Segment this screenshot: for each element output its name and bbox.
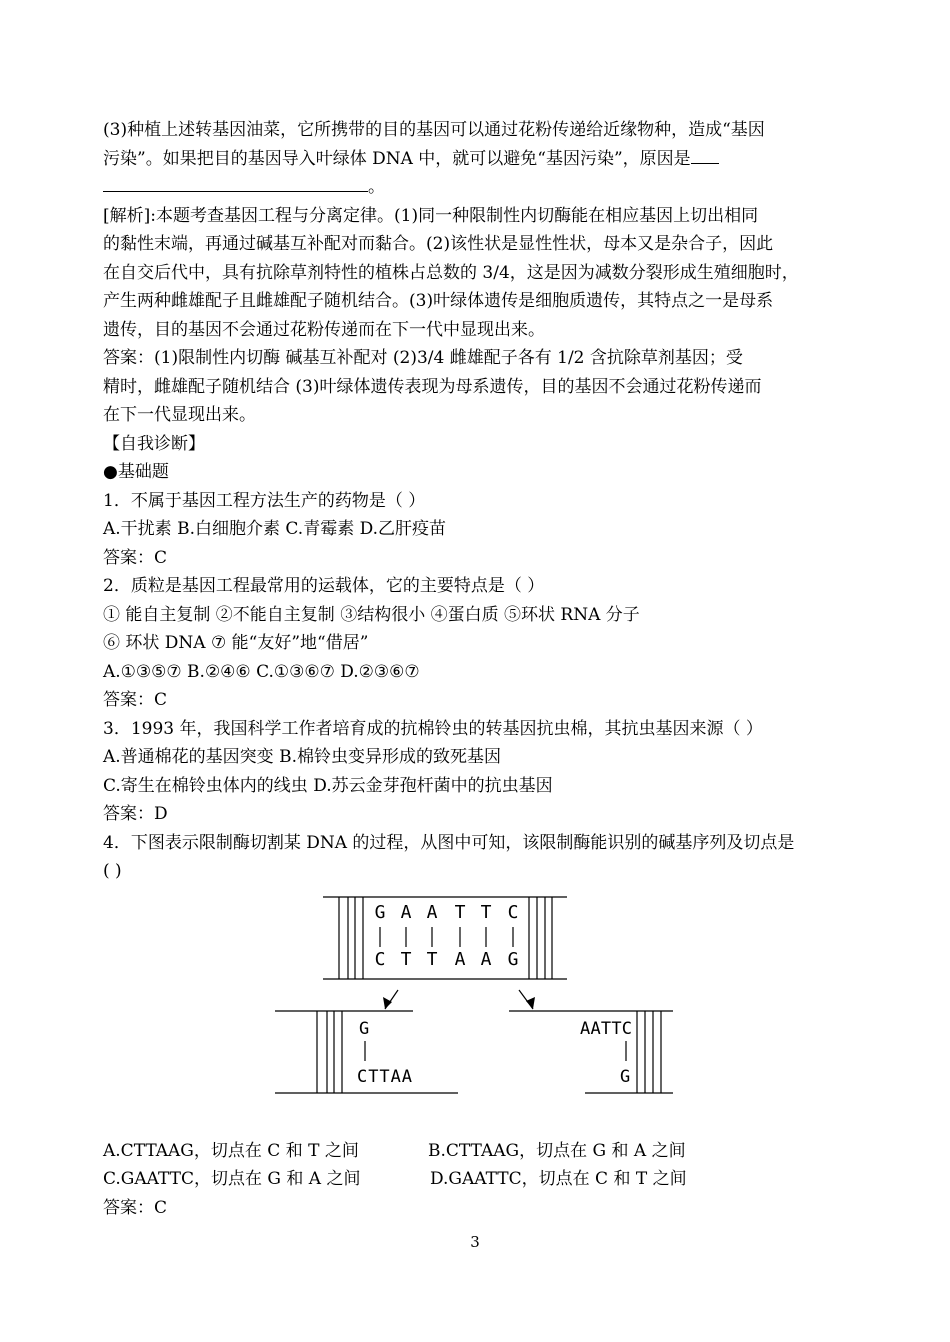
right-arrow-head <box>526 997 535 1009</box>
analysis-line-2: 的黏性末端，再通过碱基互补配对而黏合。(2)该性状是显性性状，母本又是杂合子，因此 <box>103 234 774 254</box>
question-4-option-d-wrap <box>430 1165 687 1194</box>
q3-line-2-text: 污染”。如果把目的基因导入叶绿体 DNA 中，就可以避免“基因污染”，原因是 <box>103 148 691 169</box>
question-2-items-2: ⑥ 环状 DNA ⑦ 能“友好”地“借居” <box>103 633 369 653</box>
question-2-options: A.①③⑤⑦ B.②④⑥ C.①③⑥⑦ D.②③⑥⑦ <box>103 661 420 682</box>
left-fragment-bottom: CTTAA <box>357 1067 412 1087</box>
question-3-stem: 3．1993 年，我国科学工作者培育成的抗棉铃虫的转基因抗虫棉，其抗虫基因来源（ ） <box>103 718 763 739</box>
q3-line-2 <box>103 145 863 174</box>
top-base-2: A <box>400 902 412 923</box>
right-fragment-top: AATTC <box>580 1019 632 1039</box>
bottom-base-6: G <box>507 949 519 970</box>
question-2-items-1: ① 能自主复制 ②不能自主复制 ③结构很小 ④蛋白质 ⑤环状 RNA 分子 <box>103 604 640 625</box>
answer-blank-2 <box>103 173 368 192</box>
question-3-options-1: A.普通棉花的基因突变 B.棉铃虫变异形成的致死基因 <box>103 747 501 767</box>
restriction-enzyme-figure <box>275 893 675 1102</box>
question-3-answer: 答案：D <box>103 804 168 824</box>
question-4-stem: 4．下图表示限制酶切割某 DNA 的过程，从图中可知，该限制酶能识别的碱基序列及切点是 <box>103 832 795 853</box>
answer-line-1: 答案：(1)限制性内切酶 碱基互补配对 (2)3/4 雌雄配子各有 1/2 含抗除草剂基因；受 <box>103 348 743 368</box>
question-1-options: A.干扰素 B.白细胞介素 C.青霉素 D.乙肝疫苗 <box>103 519 447 539</box>
question-1-stem: 1．不属于基因工程方法生产的药物是（ ） <box>103 490 426 511</box>
right-fragment-bottom: G <box>620 1067 631 1087</box>
left-arrow-head <box>383 997 392 1009</box>
dna-cut-diagram <box>275 893 675 1098</box>
bottom-base-5: A <box>480 949 492 970</box>
question-4-option-b-wrap <box>428 1137 686 1166</box>
q3-line-1: (3)种植上述转基因油菜，它所携带的目的基因可以通过花粉传递给近缘物种，造成“基因 <box>103 120 765 140</box>
question-4-option-a: A.CTTAAG，切点在 C 和 T 之间 <box>103 1141 359 1161</box>
top-base-1: G <box>374 902 386 923</box>
question-2-answer: 答案：C <box>103 690 168 710</box>
bottom-base-2: T <box>400 949 412 970</box>
analysis-line-1: [解析]:本题考查基因工程与分离定律。(1)同一种限制性内切酶能在相应基因上切出相同 <box>103 205 759 226</box>
q3-line-3-end: 。 <box>368 177 385 197</box>
question-4-answer: 答案：C <box>103 1198 168 1218</box>
analysis-line-3: 在自交后代中，具有抗除草剂特性的植株占总数的 3/4，这是因为减数分裂形成生殖细胞时， <box>103 262 799 283</box>
question-3-options-2: C.寄生在棉铃虫体内的线虫 D.苏云金芽孢杆菌中的抗虫基因 <box>103 775 553 796</box>
page-number: 3 <box>470 1233 480 1251</box>
question-4-stem-paren: ( ) <box>103 861 122 881</box>
analysis-line-5: 遗传，目的基因不会通过花粉传递而在下一代中显现出来。 <box>103 319 545 340</box>
question-1-answer: 答案：C <box>103 547 168 568</box>
answer-line-3: 在下一代显现出来。 <box>103 405 256 425</box>
answer-blank-1 <box>691 145 719 164</box>
top-base-6: C <box>507 902 519 923</box>
left-fragment-top: G <box>359 1019 370 1039</box>
document-page <box>103 116 863 886</box>
basic-title: ●基础题 <box>103 462 169 482</box>
top-base-4: T <box>454 902 466 923</box>
top-base-3: A <box>426 902 438 923</box>
bottom-base-3: T <box>426 949 438 970</box>
question-4-option-b: B.CTTAAG，切点在 G 和 A 之间 <box>428 1141 686 1161</box>
bottom-base-1: C <box>374 949 386 970</box>
bottom-base-4: A <box>454 949 466 970</box>
question-4-option-c: C.GAATTC，切点在 G 和 A 之间 <box>103 1169 361 1189</box>
question-4-options-row-2 <box>103 1165 360 1194</box>
question-4-options-row-1 <box>103 1137 359 1166</box>
q3-line-3 <box>103 173 863 202</box>
answer-line-2: 精时，雌雄配子随机结合 (3)叶绿体遗传表现为母系遗传，目的基因不会通过花粉传递而 <box>103 376 762 397</box>
question-2-stem: 2．质粒是基因工程最常用的运载体，它的主要特点是（ ） <box>103 576 545 596</box>
question-4-option-d: D.GAATTC，切点在 C 和 T 之间 <box>430 1169 687 1189</box>
top-base-5: T <box>480 902 492 923</box>
section-title: 【自我诊断】 <box>103 433 205 454</box>
analysis-line-4: 产生两种雌雄配子且雌雄配子随机结合。(3)叶绿体遗传是细胞质遗传，其特点之一是母系 <box>103 291 774 311</box>
